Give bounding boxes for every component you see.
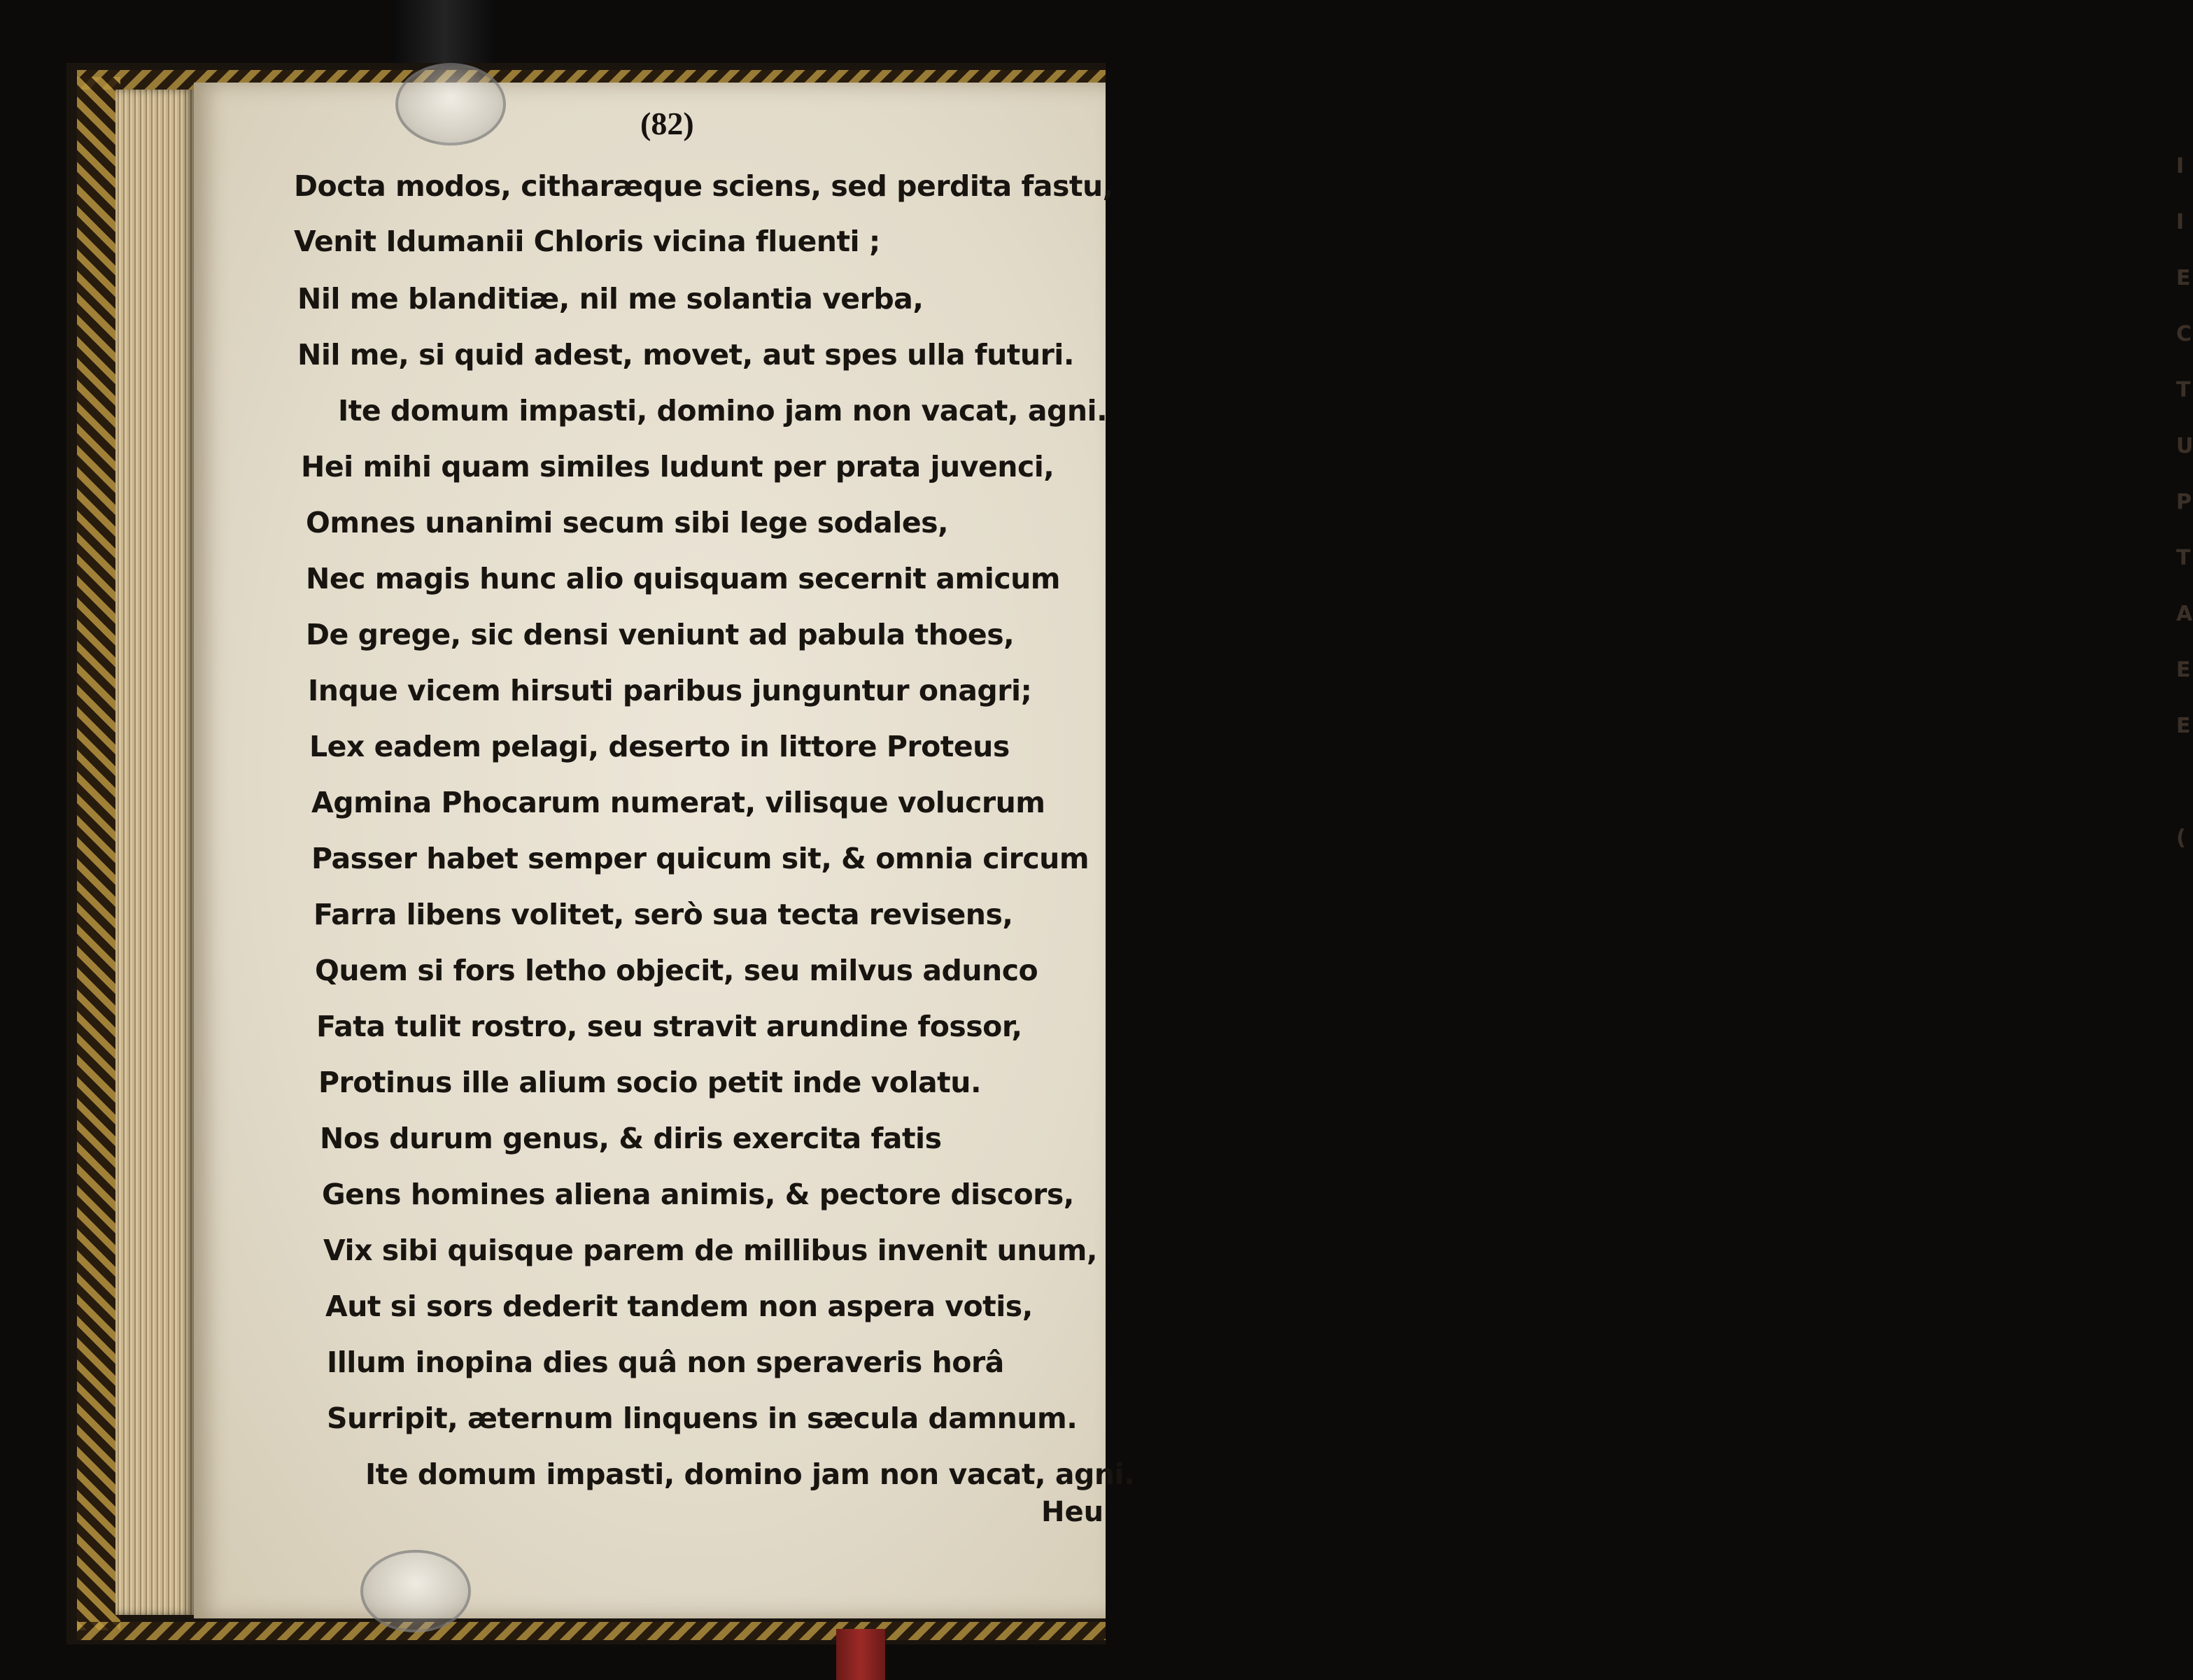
facing-page-letter: (	[2176, 826, 2186, 850]
verse-line: Lex eadem pelagi, deserto in littore Proteus	[309, 730, 1010, 763]
facing-page-letter: E	[2176, 658, 2191, 682]
gilt-border-left	[77, 77, 120, 1630]
facing-page-letter: P	[2176, 490, 2192, 514]
verse-line: Inque vicem hirsuti paribus junguntur onagri;	[308, 674, 1032, 707]
verse-line: Aut si sors dederit tandem non aspera votis,	[325, 1290, 1033, 1323]
verse-line: Ite domum impasti, domino jam non vacat, agni.	[365, 1457, 1135, 1491]
facing-page-letter: I	[2176, 154, 2185, 178]
verse-line: Nos durum genus, & diris exercita fatis	[320, 1122, 942, 1155]
bookmark-ribbon	[836, 1629, 885, 1680]
verse-line: Docta modos, citharæque sciens, sed perdita fastu,	[294, 169, 1113, 203]
verse-line: De grege, sic densi veniunt ad pabula thoes,	[306, 618, 1015, 651]
facing-page-letter: T	[2176, 378, 2191, 402]
gilt-border-bottom	[77, 1622, 1106, 1640]
page-edges	[115, 90, 194, 1615]
verse-line: Quem si fors letho objecit, seu milvus adunco	[315, 954, 1038, 987]
page-number: (82)	[640, 106, 694, 141]
facing-page-letter: U	[2176, 434, 2193, 458]
facing-page-letter: T	[2176, 546, 2191, 570]
verse-line: Hei mihi quam similes ludunt per prata juvenci,	[301, 450, 1055, 483]
verse-line: Agmina Phocarum numerat, vilisque volucrum	[311, 786, 1045, 819]
verse-line: Fata tulit rostro, seu stravit arundine fossor,	[316, 1010, 1022, 1043]
verse-line: Ite domum impasti, domino jam non vacat, agni.	[338, 394, 1108, 428]
facing-page-letter: A	[2176, 602, 2193, 626]
verse-line: Surripit, æternum linquens in sæcula damnum.	[327, 1402, 1078, 1435]
catchword: Heu	[1041, 1496, 1104, 1528]
verse-line: Nil me blanditiæ, nil me solantia verba,	[297, 282, 924, 316]
verse-line: Gens homines aliena animis, & pectore discors,	[322, 1178, 1074, 1211]
facing-page-letter: E	[2176, 266, 2191, 290]
verse-line: Passer habet semper quicum sit, & omnia circum	[311, 842, 1090, 875]
verse-line: Omnes unanimi secum sibi lege sodales,	[306, 506, 949, 539]
facing-page-letter: I	[2176, 210, 2185, 234]
facing-page-letter: E	[2176, 714, 2191, 738]
verse-line: Protinus ille alium socio petit inde volatu.	[318, 1066, 982, 1099]
facing-page-edge	[1081, 105, 2193, 1434]
verse-line: Vix sibi quisque parem de millibus invenit unum,	[323, 1234, 1097, 1267]
verse-line: Nec magis hunc alio quisquam secernit amicum	[306, 562, 1061, 595]
verse-line: Illum inopina dies quâ non speraveris horâ	[327, 1346, 1004, 1379]
verse-line: Nil me, si quid adest, movet, aut spes ulla futuri.	[297, 338, 1074, 372]
verse-line: Farra libens volitet, serò sua tecta revisens,	[313, 898, 1013, 931]
page-clip-top	[395, 63, 506, 146]
facing-page-letter: C	[2176, 322, 2192, 346]
page-clip-bottom	[360, 1550, 471, 1632]
verse-line: Venit Idumanii Chloris vicina fluenti ;	[294, 225, 880, 258]
